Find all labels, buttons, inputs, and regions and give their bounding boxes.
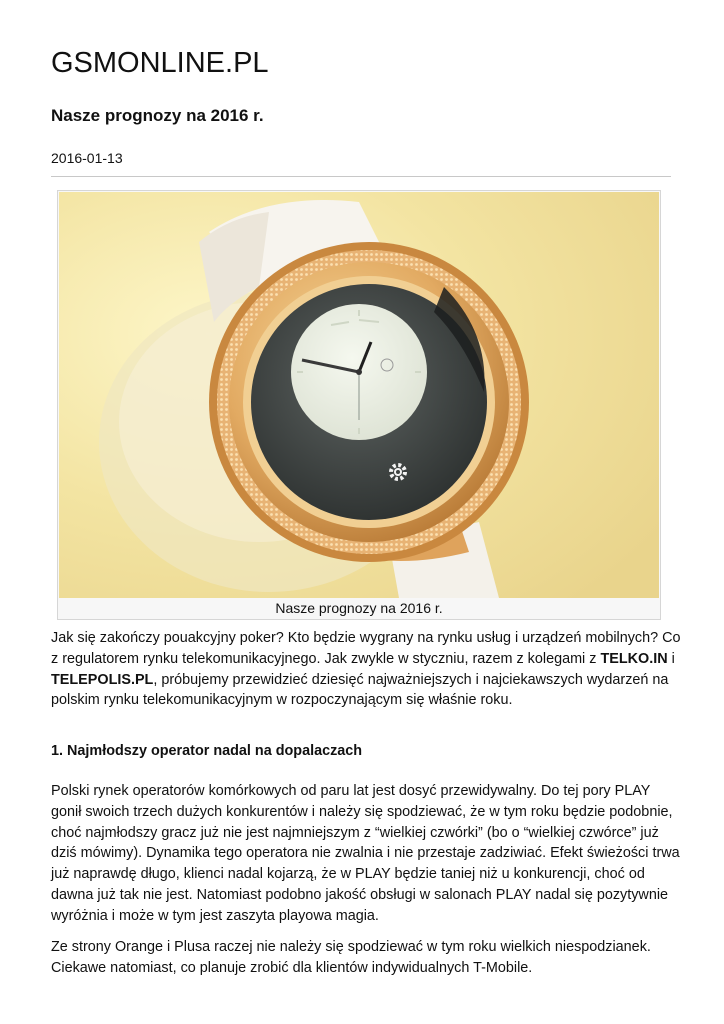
figure-caption: Nasze prognozy na 2016 r. — [275, 600, 443, 616]
article-date: 2016-01-13 — [51, 150, 123, 166]
paragraph-play: Polski rynek operatorów komórkowych od paru lat jest dosyć przewidywalny. Do tej pory PLAY gonił swoich trzech dużych konkurentów i należy się spodziewać, że w tym roku będzie podobnie, choć najmłodszy gracz już nie jest najmniejszym z “wielkiej czwórki” (bo o “wielkiej czwórce” już dziś mówimy). Dynamika tego operatora nie zwalnia i nie przestaje zadziwiać. Efekt świeżości trwa już naprawdę długo, klienci nadal kojarzą, że w PLAY będzie taniej niż u konkurencji, choć od dawna już tak nie jest. Natomiast podobno jakość obsługi w salonach PLAY nadal się pozytywnie wyróżnia i może w tym jest zaszyta playowa magia. — [51, 783, 680, 924]
telepolis-link: TELEPOLIS.PL — [51, 671, 154, 688]
article-title: Nasze prognozy na 2016 r. — [51, 106, 264, 125]
intro-paragraph — [51, 628, 681, 711]
section-heading: 1. Najmłodszy operator nadal na dopalaczach — [51, 743, 363, 759]
site-title: GSMONLINE.PL — [51, 47, 269, 79]
intro-text-1: Jak się zakończy pouakcyjny poker? Kto będzie wygrany na rynku usług i urządzeń mobilnych? Co z regulatorem rynku telekomunikacyjnego. Jak zwykle w styczniu, razem z kolegami z — [51, 630, 681, 667]
telko-link: TELKO.IN — [600, 650, 668, 667]
paragraph-orange-plus: Ze strony Orange i Plusa raczej nie należy się spodziewać w tym roku wielkich niespodzianek. Ciekawe natomiast, co planuje zrobić dla klientów indywidualnych T-Mobile. — [51, 939, 651, 976]
smartwatch-photo — [59, 192, 659, 598]
article-figure — [57, 190, 661, 620]
divider — [51, 176, 671, 177]
intro-text-2: i — [667, 650, 675, 667]
intro-text-3: , próbujemy przewidzieć dziesięć najważniejszych i najciekawszych wydarzeń na polskim rynku telekomunikacyjnym w rozpoczynającym się właśnie roku. — [51, 671, 669, 709]
